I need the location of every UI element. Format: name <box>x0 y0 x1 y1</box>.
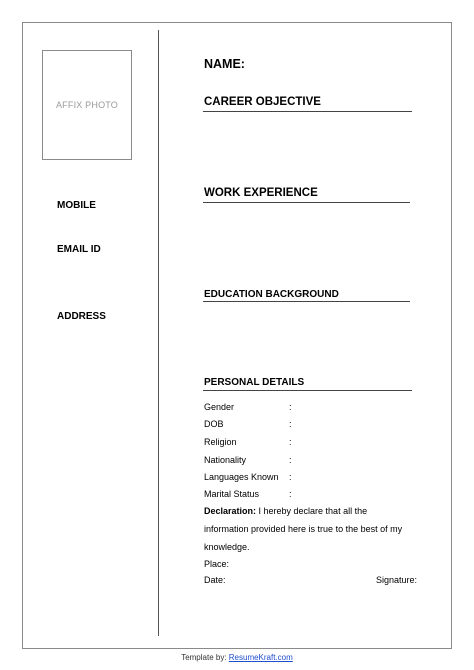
languages-label: Languages Known <box>204 472 279 482</box>
declaration-label: Declaration: <box>204 506 257 516</box>
religion-colon: : <box>289 437 292 447</box>
template-credit-prefix: Template by: <box>181 653 229 662</box>
column-divider <box>158 30 159 636</box>
gender-label: Gender <box>204 402 235 412</box>
work-experience-rule <box>203 202 410 203</box>
declaration-paragraph <box>204 502 414 556</box>
place-label: Place: <box>204 559 230 569</box>
languages-colon: : <box>289 472 292 482</box>
declaration-text: I hereby declare that all the information provided here is true to the best of my knowledge. <box>204 506 403 552</box>
religion-label: Religion <box>204 437 237 447</box>
name-label: NAME: <box>204 57 245 71</box>
education-heading: EDUCATION BACKGROUND <box>204 289 339 300</box>
address-label: ADDRESS <box>57 311 106 322</box>
email-label: EMAIL ID <box>57 244 101 255</box>
mobile-label: MOBILE <box>57 200 96 211</box>
marital-status-label: Marital Status <box>204 489 260 499</box>
career-objective-heading: CAREER OBJECTIVE <box>204 96 321 108</box>
gender-colon: : <box>289 402 292 412</box>
photo-placeholder-text: AFFIX PHOTO <box>55 100 119 110</box>
personal-details-heading: PERSONAL DETAILS <box>204 377 305 388</box>
personal-details-rule <box>203 390 412 391</box>
template-credit <box>0 653 474 662</box>
dob-colon: : <box>289 419 292 429</box>
education-rule <box>203 301 410 302</box>
marital-status-colon: : <box>289 489 292 499</box>
career-objective-rule <box>203 111 412 112</box>
nationality-label: Nationality <box>204 455 247 465</box>
dob-label: DOB <box>204 419 224 429</box>
date-label: Date: <box>204 575 226 585</box>
nationality-colon: : <box>289 455 292 465</box>
resumekraft-link[interactable]: ResumeKraft.com <box>228 653 293 662</box>
work-experience-heading: WORK EXPERIENCE <box>204 187 318 199</box>
photo-placeholder-box <box>42 50 132 160</box>
signature-label: Signature: <box>376 575 418 585</box>
